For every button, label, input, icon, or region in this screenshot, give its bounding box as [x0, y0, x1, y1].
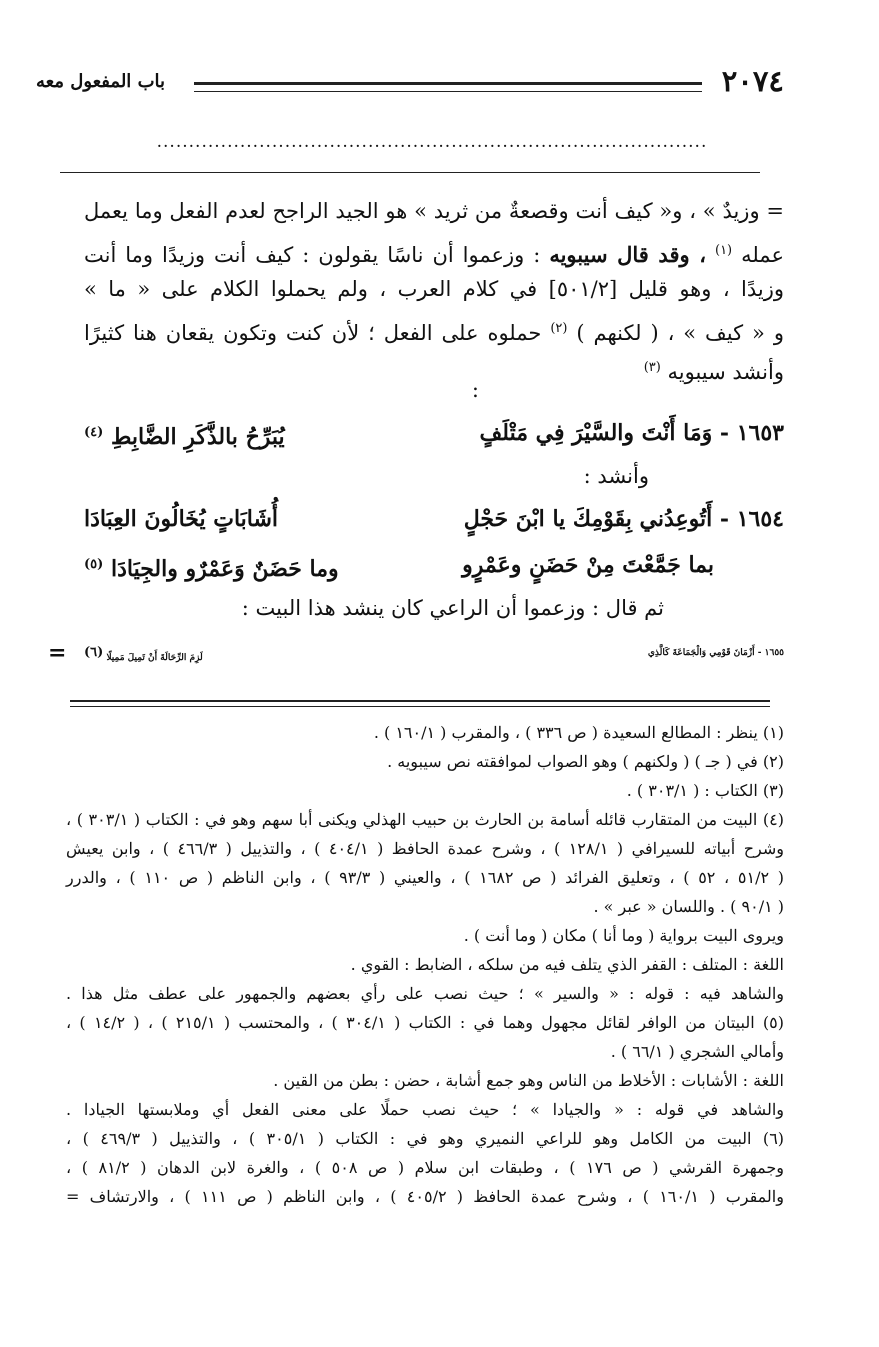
main-text: [48, 192, 785, 677]
footnote-line: (٥) البيتان من الوافر لقائل مجهول وهما في : الكتاب ( ٣٠٤/١ ) ، والمحتسب ( ٢١٥/١ ) ، ( ١٤/٢ ) ،: [66, 1013, 785, 1032]
footnote-line: اللغة : المتلف : القفر الذي يتلف فيه من سلكه ، الضابط : القوي .: [350, 955, 784, 974]
footnote-line: وجمهرة القرشي ( ص ١٧٦ ) ، وطبقات ابن سلام ( ص ٥٠٨ ) ، والغرة لابن الدهان ( ٨١/٢ ) ،: [66, 1158, 785, 1177]
text-line: :: [471, 378, 479, 402]
verse-1655: [48, 631, 784, 677]
footnote-line: وشرح أبياته للسيرافي ( ١٢٨/١ ) ، وشرح عمدة الحافظ ( ٤٠٤/١ ) ، والتذييل ( ٤٦٦/٣ ) ، وابن يعيش: [66, 839, 785, 858]
footnote-line: ( ٩٠/١ ) . واللسان « عبر » .: [593, 897, 784, 916]
verse-hemistich: ١٦٥٣ - وَمَا أَنْتَ والسَّيْرَ فِي مَتْلَفٍ: [479, 420, 784, 446]
footnote-ref[interactable]: (٥): [84, 557, 104, 572]
footnote-line: (٣) الكتاب : ( ٣٠٣/١ ) .: [626, 781, 784, 800]
verse-hemistich: وما حَضَنٌ وَعَمْرٌو والجِيَادَا: [110, 556, 339, 583]
verse-hemistich: ١٦٥٤ - أَتُوعِدُني بِقَوْمِكَ يا ابْنَ حَجْلٍ: [463, 506, 784, 532]
text-line: = وزيدٌ » ، و« كيف أنت وقصعةٌ من ثريد » هو الجيد الراجح لعدم الفعل وما يعمل: [84, 199, 784, 223]
verse-1654-b: [84, 543, 784, 589]
text-span: حملوه على الفعل ؛ لأن كنت وتكون يقعان هنا كثيرًا: [84, 321, 542, 345]
text-line: ثم قال : وزعموا أن الراعي كان ينشد هذا البيت :: [241, 596, 664, 620]
divider: [60, 172, 760, 173]
header-rule: [194, 82, 702, 92]
continuation-mark: =: [48, 640, 67, 666]
footnote-line: ويروى البيت برواية ( وما أنا ) مكان ( وما أنت ) .: [463, 926, 784, 945]
text-span: : وزعموا أن ناسًا يقولون : كيف أنت وزيدًا وما أنت: [84, 243, 541, 267]
footnote-line: والمقرب ( ١٦٠/١ ) ، وشرح عمدة الحافظ ( ٤٠٥/٢ ) ، وابن الناظم ( ص ١١١ ) ، والارتشاف =: [66, 1187, 784, 1206]
footnotes: [66, 718, 784, 1211]
text-span: و « كيف » ، ( لكنهم ): [576, 321, 784, 345]
footnote-divider: [70, 700, 770, 707]
footnote-line: اللغة : الأشابات : الأخلاط من الناس وهو جمع أشابة ، حضن : بطن من القين .: [273, 1071, 784, 1090]
footnote-line: والشاهد في قوله : « والجيادا » ؛ حيث نصب حملًا على معنى الفعل أي وملابستها الجيادا .: [66, 1100, 784, 1119]
ellipsis-line: ......................................................................................: [156, 132, 708, 152]
text-line: [84, 309, 784, 348]
text-line: وأنشد :: [583, 464, 649, 488]
footnote-line: (٤) البيت من المتقارب قائله أسامة بن الحارث بن حبيب الهذلي ويكنى أبا سهم وهو في : الكتاب ( ٣٠٣/١ ) ،: [66, 810, 785, 829]
verse-second-half: [84, 543, 339, 589]
text-span: وأنشد سيبويه: [667, 360, 784, 384]
footnote-line: (٢) في ( جـ ) ( ولكنهم ) وهو الصواب لموافقته نص سيبويه .: [387, 752, 784, 771]
footnote-ref[interactable]: (٦): [84, 645, 104, 660]
text-line: وزيدًا ، وهو قليل [٥٠١/٢] في كلام العرب ، ولم يحملوا الكلام على « ما »: [84, 277, 785, 301]
footnote-ref[interactable]: (١): [714, 243, 733, 258]
footnote-line: (٦) البيت من الكامل وهو للراعي النميري وهو في : الكتاب ( ٣٠٥/١ ) ، والتذييل ( ٤٦٩/٣ ) ،: [66, 1129, 785, 1148]
footnote-ref[interactable]: (٢): [550, 321, 568, 336]
verse-second-half: [84, 631, 203, 677]
verse-hemistich: لَزِمَ الرِّحَالَةَ أَنْ تَمِيلَ مَمِيلًا: [106, 653, 203, 663]
verse-1654: [84, 497, 784, 543]
verse-hemistich: ١٦٥٥ - أَزْمَانَ قَوْمِي وَالْجَمَاعَةَ كَالَّذِي: [647, 648, 784, 658]
text-bold: ، وقد قال سيبويه: [549, 242, 707, 267]
footnote-line: (١) ينظر : المطالع السعيدة ( ص ٣٣٦ ) ، والمقرب ( ١٦٠/١ ) .: [373, 723, 784, 742]
footnote-line: وأمالي الشجري ( ٦٦/١ ) .: [610, 1042, 784, 1061]
page-number: ٢٠٧٤: [721, 64, 784, 98]
footnote-line: والشاهد فيه : قوله : « والسير » ؛ حيث نصب على رأي بعضهم والجمهور على عطف مثل هذا .: [66, 984, 784, 1003]
footnote-ref[interactable]: (٤): [84, 425, 104, 440]
footnote-line: ( ٥١/٢ ، ٥٢ ) ، وتعليق الفرائد ( ص ١٦٨٢ ) ، والعيني ( ٩٣/٣ ) ، وابن الناظم ( ص ١١٠ ) ، والدرر: [66, 868, 785, 887]
verse-hemistich: أُشَابَاتٍ يُخَالُونَ العِبَادَا: [84, 506, 279, 532]
chapter-title: باب المفعول معه: [36, 71, 166, 92]
page-header: [36, 66, 784, 100]
verse-1653: [84, 411, 784, 457]
text-span: عمله: [741, 243, 784, 267]
verse-hemistich: يُبَرِّحُ بالذَّكَرِ الضَّابِطِ: [110, 424, 285, 451]
verse-hemistich: بما جَمَّعْتَ مِنْ حَضَنٍ وعَمْرٍو: [462, 552, 714, 578]
text-line: [84, 231, 784, 270]
footnote-ref[interactable]: (٣): [643, 360, 661, 375]
verse-second-half: [84, 411, 285, 457]
